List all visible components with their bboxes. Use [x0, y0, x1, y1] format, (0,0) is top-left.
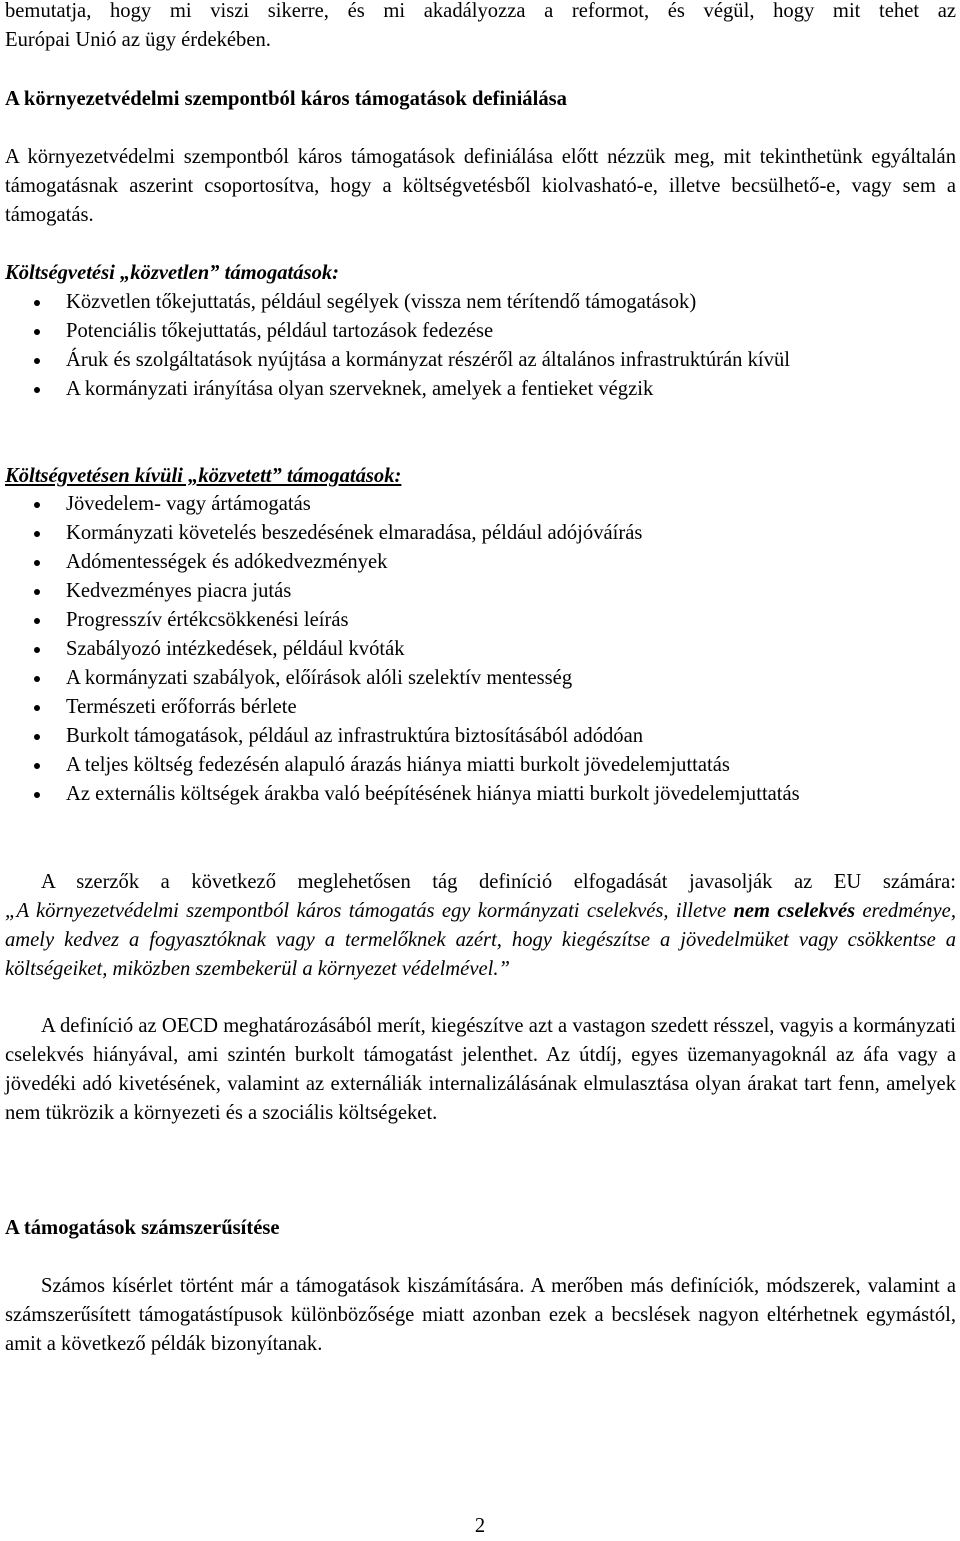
- section-heading-quantification: A támogatások számszerűsítése: [5, 1217, 280, 1239]
- list-item: A kormányzati irányítása olyan szerveknek, amelyek a fentieket végzik: [0, 375, 956, 404]
- list-item: Jövedelem- vagy ártámogatás: [0, 490, 956, 519]
- list-item: Az externális költségek árakba való beépítésének hiánya miatti burkolt jövedelemjuttatás: [0, 780, 956, 809]
- list-item: Progresszív értékcsökkenési leírás: [0, 606, 956, 635]
- intro-line-1: bemutatja, hogy mi viszi sikerre, és mi akadályozza a reformot, és végül, hogy mit tehet az: [5, 0, 956, 22]
- definition-quote-end: eredménye, amely kedvez a fogyasztóknak vagy a termelőknek azért, hogy kiegészítse a jövedelmüket vagy csökkentse a költségeiket, miközben szembekerül a környezet védelmével.”: [5, 900, 956, 980]
- definition-paragraph: [5, 868, 956, 984]
- list-item: Áruk és szolgáltatások nyújtása a kormányzat részéről az általános infrastruktúrán kívül: [0, 346, 956, 375]
- direct-subsidies-heading: Költségvetési „közvetlen” támogatások:: [5, 262, 340, 284]
- direct-subsidies-list: [0, 288, 956, 404]
- list-item: A teljes költség fedezésén alapuló árazás hiánya miatti burkolt jövedelemjuttatás: [0, 751, 956, 780]
- list-item: Kormányzati követelés beszedésének elmaradása, például adójóváírás: [0, 519, 956, 548]
- section-heading-definition: A környezetvédelmi szempontból káros támogatások definiálása: [5, 88, 567, 110]
- intro-line-2: Európai Unió az ügy érdekében.: [5, 29, 271, 51]
- list-item: Adómentességek és adókedvezmények: [0, 548, 956, 577]
- list-item: Kedvezményes piacra jutás: [0, 577, 956, 606]
- oecd-paragraph: A definíció az OECD meghatározásából merít, kiegészítve azt a vastagon szedett résszel, vagyis a kormányzati cselekvés hiányával, ami szintén burkolt támogatást jelenthet. Az útdíj, egyes üzemanyagoknál az áfa vagy a jövedéki adó kivetésének, valamint az externáliák internalizálásának elmulasztása olyan árakat tart fenn, amelyek nem tükrözik a környezeti és a szociális költségeket.: [5, 1015, 956, 1124]
- quantification-paragraph: Számos kísérlet történt már a támogatások kiszámítására. A merőben más definíciók, módszerek, valamint a számszerűsített támogatástípusok különbözősége miatt azonban ezek a becslések nagyon eltérhetnek egymástól, amit a következő példák bizonyítanak.: [5, 1275, 956, 1355]
- indirect-subsidies-heading: Költségvetésen kívüli „közvetett” támogatások:: [5, 465, 402, 487]
- definition-lead: A szerzők a következő meglehetősen tág definíció elfogadását javasolják az EU számára:: [41, 871, 956, 893]
- definition-quote-emphasis: nem cselekvés: [733, 900, 856, 922]
- indirect-subsidies-list: [0, 490, 956, 809]
- list-item: A kormányzati szabályok, előírások alóli szelektív mentesség: [0, 664, 956, 693]
- intro-text: [5, 0, 956, 55]
- definition-intro-paragraph: A környezetvédelmi szempontból káros támogatások definiálása előtt nézzük meg, mit tekinthetünk egyáltalán támogatásnak aszerint csoportosítva, hogy a költségvetésből kiolvasható-e, illetve becsülhető-e, vagy sem a támogatás.: [5, 146, 956, 226]
- list-item: Burkolt támogatások, például az infrastruktúra biztosításából adódóan: [0, 722, 956, 751]
- list-item: Természeti erőforrás bérlete: [0, 693, 956, 722]
- definition-quote-start: „A környezetvédelmi szempontból káros támogatás egy kormányzati cselekvés, illetve: [5, 900, 727, 922]
- list-item: Potenciális tőkejuttatás, például tartozások fedezése: [0, 317, 956, 346]
- page-number: 2: [474, 1515, 486, 1537]
- list-item: Közvetlen tőkejuttatás, például segélyek (vissza nem térítendő támogatások): [0, 288, 956, 317]
- list-item: Szabályozó intézkedések, például kvóták: [0, 635, 956, 664]
